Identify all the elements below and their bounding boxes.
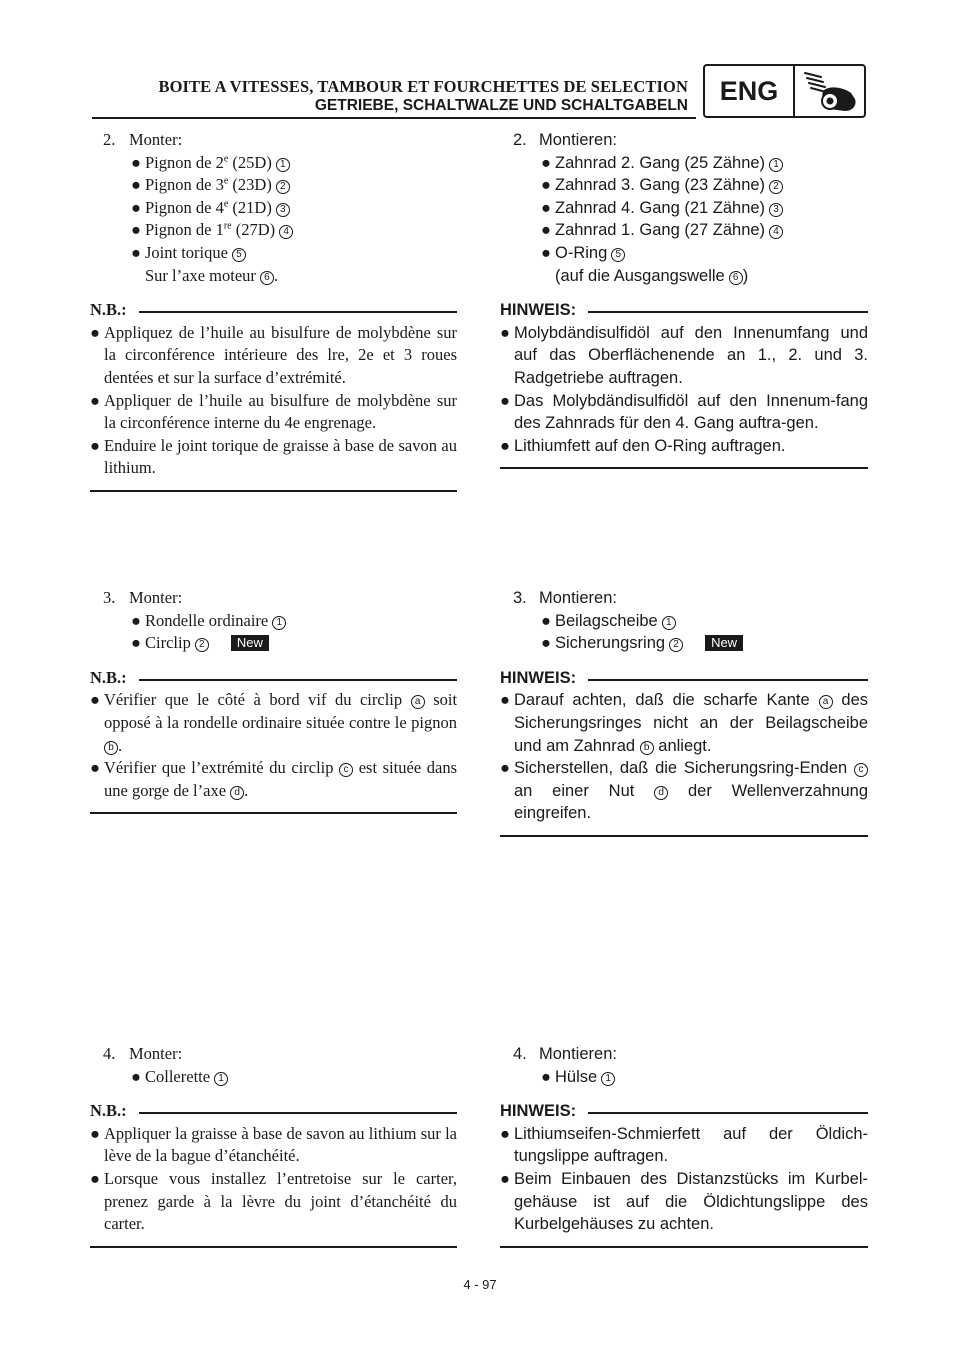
note-label: N.B.: [90,1101,127,1121]
engine-tool-icon [795,66,864,116]
ref-letter: d [654,786,668,800]
list-item: ● Zahnrad 3. Gang (23 Zähne) 2 [541,174,868,197]
header-title-de: GETRIEBE, SCHALTWALZE UND SCHALTGABELN [314,97,688,114]
note-list [90,689,457,802]
ref-letter: b [104,741,118,755]
ref-number: 6 [260,271,274,285]
list-item: ● Rondelle ordinaire 1 [131,610,457,633]
step-number: 2. [513,131,527,149]
step-number: 4. [103,1044,116,1063]
ref-number: 1 [769,158,783,172]
note-item: ● Sicherstellen, daß die Sicherungsring-Enden c an einer Nut d der Wellenverzahnung eingreifen. [500,759,868,823]
list-item: ● Pignon de 4e (21D) 3 [131,197,457,220]
new-part-badge: New [705,635,743,651]
ref-number: 2 [669,638,683,652]
note-item: ● Enduire le joint torique de graisse à base de savon au lithium. [90,435,457,478]
list-item: ● Pignon de 1re (27D) 4 [131,219,457,242]
note-item: ● Vérifier que l’extrémité du circlip c est située dans une gorge de l’axe d . [90,758,457,800]
ref-number: 2 [195,638,209,652]
list-item: ● Zahnrad 2. Gang (25 Zähne) 1 [541,152,868,175]
ref-number: 1 [214,1072,228,1086]
note-label: HINWEIS: [500,668,577,687]
ref-number: 1 [276,158,290,172]
note-item: ● Lithiumfett auf den O-Ring auftragen. [500,436,786,455]
ref-number: 5 [232,248,246,262]
note-end-rule [500,1246,868,1248]
section-badge [703,64,866,118]
note-end-rule [90,490,457,492]
ref-letter: b [640,741,654,755]
new-part-badge: New [231,635,269,651]
note-item: ● Molybdändisulfidöl auf den Innenumfang und auf das Oberflächenende an 1., 2. und 3. Radgetriebe auftragen. [500,323,868,387]
page-number: 4 - 97 [463,1277,497,1292]
note-item: ● Appliquer de l’huile au bisulfure de molybdène sur la circonférence interne du 4e engrenage. [90,390,457,433]
ref-number: 4 [279,225,293,239]
note-header [90,299,457,322]
item-continuation: (auf die Ausgangswelle 6 ) [555,266,749,285]
step-title: Montieren: [539,589,617,607]
note-header [90,1100,457,1123]
step-title: Montieren: [539,131,617,149]
note-end-rule [90,812,457,814]
note-end-rule [500,467,868,469]
note-end-rule [90,1246,457,1248]
fr-step-3 [90,587,457,814]
ref-letter: a [411,695,425,709]
list-item: ● Beilagscheibe 1 [541,610,868,633]
fr-step-4 [90,1043,457,1248]
de-step-4 [500,1043,868,1248]
note-list [90,1123,457,1236]
note-header [500,667,868,690]
note-item: ● Darauf achten, daß die scharfe Kante a des Sicherungsringes nicht an der Beilagscheibe und am Zahnrad b anliegt. [500,691,869,755]
list-item: ● Joint torique 5 [131,242,457,265]
list-item: ● Zahnrad 1. Gang (27 Zähne) 4 [541,219,868,242]
ref-number: 6 [729,271,743,285]
note-list [500,1123,868,1236]
ref-number: 3 [769,203,783,217]
step-number: 3. [513,589,527,607]
note-header [90,667,457,690]
header-title-fr: BOITE A VITESSES, TAMBOUR ET FOURCHETTES DE SELECTION [158,77,688,96]
note-item: ● Beim Einbauen des Distanzstücks im Kurbel-gehäuse ist auf die Öldichtungslippe des Kurbelgehäuses zu achten. [500,1169,868,1234]
step-title: Monter: [129,130,183,149]
list-item: ● Collerette 1 [131,1066,457,1089]
note-label: N.B.: [90,667,127,687]
list-item: ● Pignon de 2e (25D) 1 [131,152,457,175]
note-header [500,1100,868,1123]
header-rule [92,117,696,119]
note-item: ● Appliquez de l’huile au bisulfure de molybdène sur la circonférence intérieure des lre, 2e et 3 roues dentées et sur la surface d’extrémité. [90,322,457,387]
note-label: N.B.: [90,300,127,320]
fr-step-2 [90,129,457,492]
list-item: ● Circlip 2 New [131,632,457,655]
ref-number: 1 [272,616,286,630]
section-badge-label: ENG [705,66,795,116]
de-step-2 [500,129,868,469]
note-item: ● Lithiumseifen-Schmierfett auf der Öldich-tungslippe auftragen. [500,1124,868,1166]
note-item: ● Lorsque vous installez l’entretoise sur le carter, prenez garde à la lèvre du joint d’étanchéité du carter. [90,1168,457,1234]
list-item: ● Sicherungsring 2 New [541,632,868,655]
note-list [90,322,457,480]
note-item: ● Appliquer la graisse à base de savon au lithium sur la lève de la bague d’étanchéité. [90,1123,457,1166]
step-number: 2. [103,130,116,149]
ref-number: 1 [601,1072,615,1086]
ref-letter: a [819,695,833,709]
list-item: ● Pignon de 3e (23D) 2 [131,174,457,197]
page-header [158,77,688,115]
note-header [500,299,868,322]
note-label: HINWEIS: [500,1102,577,1121]
ref-number: 2 [276,180,290,194]
ref-number: 2 [769,180,783,194]
ref-letter: c [339,763,353,777]
step-number: 3. [103,588,116,607]
step-title: Monter: [129,588,183,607]
step-title: Monter: [129,1044,183,1063]
note-item: ● Das Molybdändisulfidöl auf den Innenum-fang des Zahnrads für den 4. Gang auftra-gen. [500,391,868,433]
step-number: 4. [513,1045,527,1063]
de-step-3 [500,587,868,837]
note-label: HINWEIS: [500,301,577,320]
note-item: ● Vérifier que le côté à bord vif du circlip a soit opposé à la rondelle ordinaire située contre le pignon b . [90,690,458,755]
step-title: Montieren: [539,1045,617,1063]
ref-number: 1 [662,616,676,630]
list-item: ● Hülse 1 [541,1066,868,1089]
ref-letter: c [854,763,868,777]
note-list [500,689,868,825]
item-continuation: Sur l’axe moteur 6 . [145,265,279,285]
list-item: ● Zahnrad 4. Gang (21 Zähne) 3 [541,197,868,220]
ref-number: 5 [611,248,625,262]
list-item: ● O-Ring 5 [541,242,868,265]
ref-number: 4 [769,225,783,239]
note-end-rule [500,835,868,837]
ref-number: 3 [276,203,290,217]
ref-letter: d [230,786,244,800]
note-list [500,322,868,458]
